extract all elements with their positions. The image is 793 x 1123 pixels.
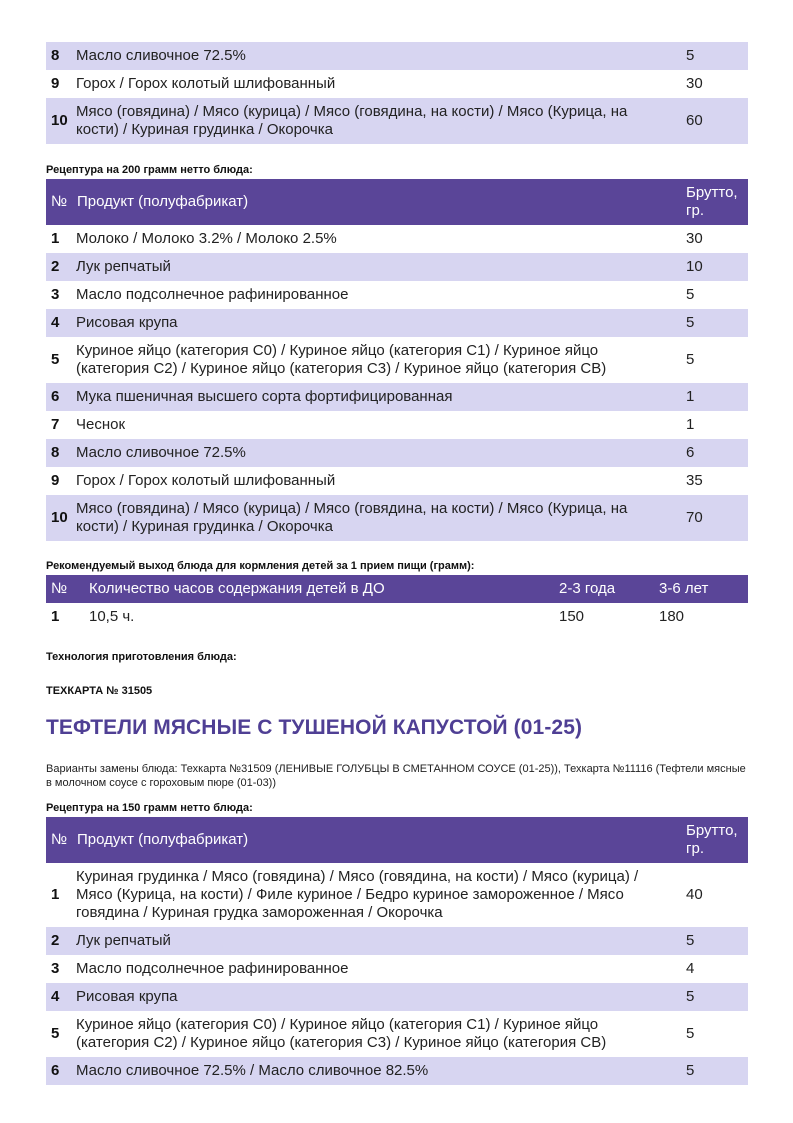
- product-name: Чеснок: [76, 416, 126, 433]
- table-row: [46, 467, 748, 495]
- header-hours: Количество часов содержания детей в ДО: [89, 580, 385, 597]
- gross-weight: 5: [686, 1025, 695, 1042]
- row-number: 10: [51, 112, 68, 129]
- recipe-table-continued: [46, 42, 748, 144]
- header-number: №: [51, 580, 68, 597]
- product-name: Куриное яйцо (категория С0) / Куриное яйцо (категория С1) / Куриное яйцо (категория С2) / Куриное яйцо (категория С3) / Куриное яйцо (категория СВ): [76, 1016, 607, 1051]
- gross-weight: 60: [686, 112, 703, 129]
- table-row: [46, 253, 748, 281]
- gross-weight: 5: [686, 47, 695, 64]
- replacement-variants: Варианты замены блюда: Техкарта №31509 (ЛЕНИВЫЕ ГОЛУБЦЫ В СМЕТАННОМ СОУСЕ (01-25)), Техкарта №11116 (Тефтели мясные в молочном соусе с гороховым пюре (01-03)): [46, 763, 746, 789]
- product-name: Мясо (говядина) / Мясо (курица) / Мясо (говядина, на кости) / Мясо (Курица, на кости) / Куриная грудинка / Окорочка: [76, 500, 628, 535]
- table-row: [46, 955, 748, 983]
- gross-weight: 70: [686, 509, 703, 526]
- table-header-row: [46, 179, 748, 225]
- row-number: 7: [51, 416, 60, 433]
- gross-weight: 30: [686, 230, 703, 247]
- row-number: 1: [51, 608, 60, 625]
- gross-weight: 5: [686, 351, 695, 368]
- row-number: 8: [51, 47, 60, 64]
- header-number: №: [51, 193, 68, 210]
- row-number: 3: [51, 960, 60, 977]
- row-number: 2: [51, 932, 60, 949]
- table-row: [46, 863, 748, 927]
- product-name: Масло сливочное 72.5%: [76, 444, 246, 461]
- row-number: 4: [51, 988, 60, 1005]
- product-name: Куриное яйцо (категория С0) / Куриное яйцо (категория С1) / Куриное яйцо (категория С2) / Куриное яйцо (категория С3) / Куриное яйцо (категория СВ): [76, 342, 607, 377]
- header-gross: Брутто, гр.: [686, 822, 738, 857]
- table-row: [46, 495, 748, 541]
- product-name: Масло сливочное 72.5% / Масло сливочное 82.5%: [76, 1062, 429, 1079]
- table-row: [46, 98, 748, 144]
- product-name: Масло сливочное 72.5%: [76, 47, 246, 64]
- table-row: [46, 439, 748, 467]
- table-row: [46, 70, 748, 98]
- row-number: 6: [51, 388, 60, 405]
- row-number: 8: [51, 444, 60, 461]
- table-row: [46, 337, 748, 383]
- product-name: Лук репчатый: [76, 932, 171, 949]
- table-row: [46, 309, 748, 337]
- product-name: Рисовая крупа: [76, 988, 178, 1005]
- table-row: [46, 281, 748, 309]
- row-number: 1: [51, 886, 60, 903]
- product-name: Рисовая крупа: [76, 314, 178, 331]
- header-age-2-3: 2-3 года: [559, 580, 616, 597]
- table-row: [46, 411, 748, 439]
- output-caption: Рекомендуемый выход блюда для кормления детей за 1 прием пищи (грамм):: [46, 560, 475, 572]
- gross-weight: 10: [686, 258, 703, 275]
- dish-title: ТЕФТЕЛИ МЯСНЫЕ С ТУШЕНОЙ КАПУСТОЙ (01-25): [46, 716, 583, 739]
- gross-weight: 30: [686, 75, 703, 92]
- product-name: Лук репчатый: [76, 258, 171, 275]
- table-header-row: [46, 575, 748, 603]
- gross-weight: 1: [686, 388, 695, 405]
- product-name: Горох / Горох колотый шлифованный: [76, 75, 336, 92]
- row-number: 9: [51, 472, 60, 489]
- recipe-table-200g: [46, 179, 748, 541]
- product-name: Куриная грудинка / Мясо (говядина) / Мясо (говядина, на кости) / Мясо (курица) / Мясо (Курица, на кости) / Филе куриное / Бедро куриное замороженное / Мясо говядина / Куриная грудка замороженная / Окорочка: [76, 868, 639, 921]
- gross-weight: 40: [686, 886, 703, 903]
- gross-weight: 6: [686, 444, 695, 461]
- table-row: [46, 225, 748, 253]
- gross-weight: 5: [686, 988, 695, 1005]
- age-3-6-value: 180: [659, 608, 685, 625]
- row-number: 5: [51, 1025, 60, 1042]
- table-row: [46, 383, 748, 411]
- header-product: Продукт (полуфабрикат): [77, 831, 249, 848]
- row-number: 1: [51, 230, 60, 247]
- gross-weight: 5: [686, 1062, 695, 1079]
- recipe-caption-200g: Рецептура на 200 грамм нетто блюда:: [46, 164, 253, 176]
- hours-value: 10,5 ч.: [89, 608, 135, 625]
- recipe-table-150g: [46, 817, 748, 1085]
- header-number: №: [51, 831, 68, 848]
- product-name: Мука пшеничная высшего сорта фортифицированная: [76, 388, 453, 405]
- recipe-caption-150g: Рецептура на 150 грамм нетто блюда:: [46, 802, 253, 814]
- product-name: Масло подсолнечное рафинированное: [76, 960, 349, 977]
- gross-weight: 5: [686, 932, 695, 949]
- output-table: [46, 575, 748, 631]
- gross-weight: 4: [686, 960, 695, 977]
- table-header-row: [46, 817, 748, 863]
- techcard-number: ТЕХКАРТА № 31505: [46, 685, 153, 697]
- row-number: 9: [51, 75, 60, 92]
- row-number: 5: [51, 351, 60, 368]
- table-row: [46, 42, 748, 70]
- table-row: [46, 927, 748, 955]
- table-row: [46, 603, 748, 631]
- age-2-3-value: 150: [559, 608, 585, 625]
- row-number: 6: [51, 1062, 60, 1079]
- table-row: [46, 1057, 748, 1085]
- gross-weight: 35: [686, 472, 703, 489]
- header-age-3-6: 3-6 лет: [659, 580, 709, 597]
- row-number: 2: [51, 258, 60, 275]
- row-number: 10: [51, 509, 68, 526]
- product-name: Масло подсолнечное рафинированное: [76, 286, 349, 303]
- table-row: [46, 1011, 748, 1057]
- gross-weight: 1: [686, 416, 695, 433]
- table-row: [46, 983, 748, 1011]
- row-number: 3: [51, 286, 60, 303]
- product-name: Горох / Горох колотый шлифованный: [76, 472, 336, 489]
- gross-weight: 5: [686, 314, 695, 331]
- header-gross: Брутто, гр.: [686, 184, 738, 219]
- product-name: Мясо (говядина) / Мясо (курица) / Мясо (говядина, на кости) / Мясо (Курица, на кости) / Куриная грудинка / Окорочка: [76, 103, 628, 138]
- header-product: Продукт (полуфабрикат): [77, 193, 249, 210]
- product-name: Молоко / Молоко 3.2% / Молоко 2.5%: [76, 230, 337, 247]
- row-number: 4: [51, 314, 60, 331]
- gross-weight: 5: [686, 286, 695, 303]
- technology-caption: Технология приготовления блюда:: [46, 651, 237, 663]
